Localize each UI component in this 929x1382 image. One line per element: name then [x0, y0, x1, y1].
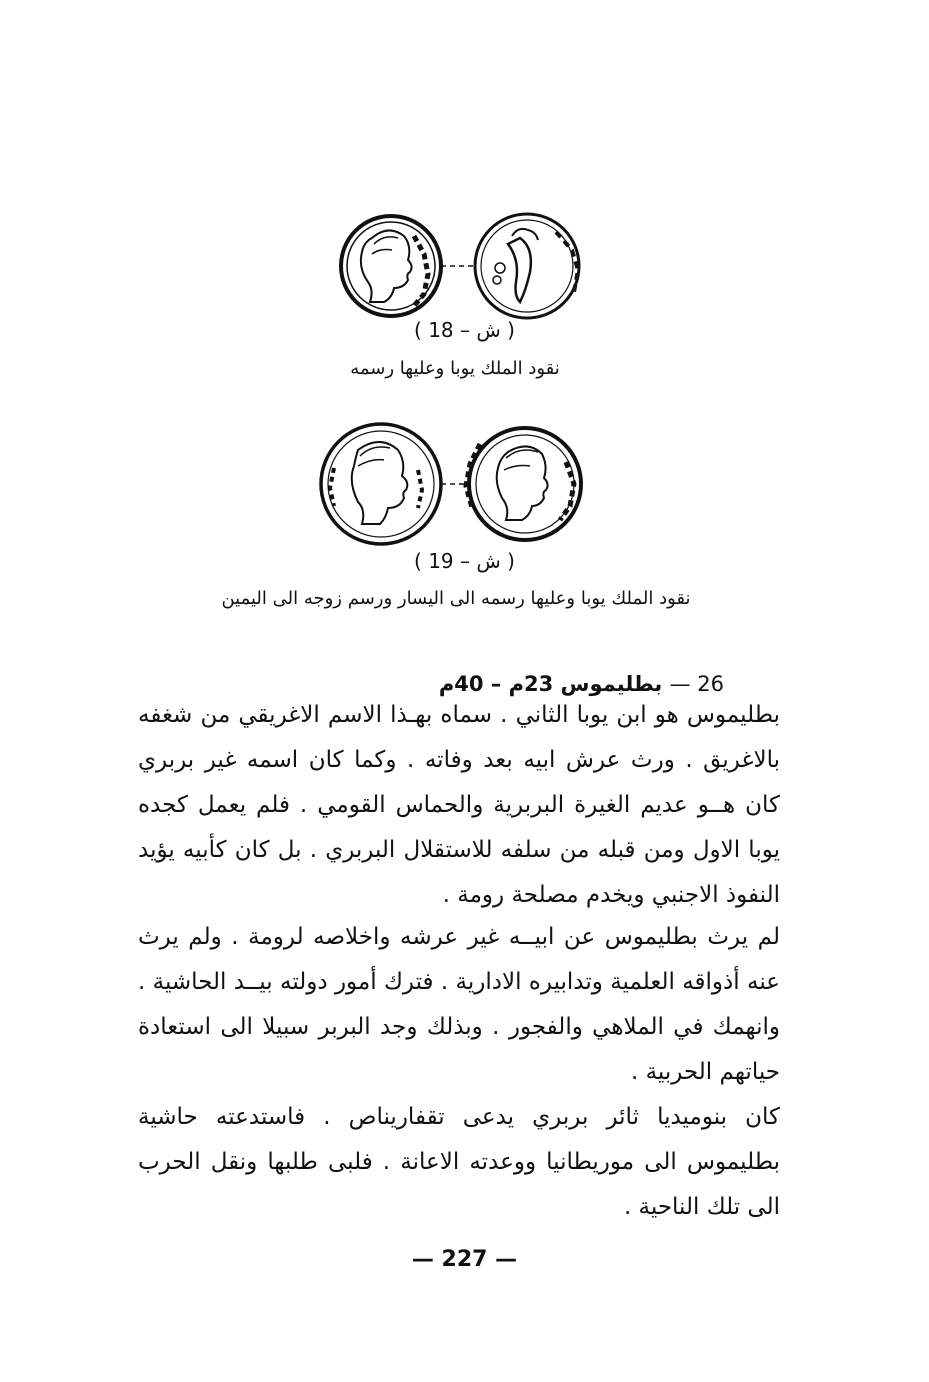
- section-number: 26 —: [669, 672, 724, 696]
- paragraph-2: لم يرث بطليموس عن ابيــه غير عرشه واخلاصه لرومة . ولم يرث عنه أذواقه العلمية وتدابيره الادارية . فترك أمور دولته بيــد الحاشية . وانهمك في الملاهي والفجور . وبذلك وجد البربر سبيلا الى استعادة حياتهم الحربية .: [138, 924, 780, 1085]
- section-title: بطليموس 23م – 40م: [438, 672, 663, 696]
- coin-cornucopia-icon: [475, 214, 579, 318]
- coin-queen-portrait-icon: [466, 428, 581, 540]
- figure-18-label: ( ش – 18 ): [414, 318, 515, 342]
- figure-19-caption: نقود الملك يوبا وعليها رسمه الى اليسار ورسم زوجه الى اليمين: [221, 588, 691, 609]
- coin-portrait-icon: [341, 216, 441, 316]
- figure-18-coins-image: [0, 208, 929, 328]
- coin-king-portrait-icon: [321, 424, 441, 544]
- figure-18-caption: نقود الملك يوبا وعليها رسمه: [350, 358, 560, 379]
- paragraph-3: كان بنوميديا ثائر بربري يدعى تقفاريناص . فاستدعته حاشية بطليموس الى موريطانيا ووعدته الاعانة . فلبى طلبها ونقل الحرب الى تلك الناحية .: [138, 1104, 780, 1220]
- page-number: — 227 —: [411, 1247, 518, 1272]
- paragraph-1: بطليموس هو ابن يوبا الثاني . سماه بهـذا الاسم الاغريقي من شغفه بالاغريق . ورث عرش ابيه بعد وفاته . وكما كان اسمه غير بربري كان هــو عديم الغيرة البربرية والحماس القومي . فلم يعمل كجده يوبا الاول ومن قبله من سلفه للاستقلال البربري . بل كان كأبيه يؤيد النفوذ الاجنبي ويخدم مصلحة رومة .: [138, 702, 780, 908]
- figure-19-coins-image: [0, 422, 929, 552]
- figure-19-label: ( ش – 19 ): [414, 549, 515, 573]
